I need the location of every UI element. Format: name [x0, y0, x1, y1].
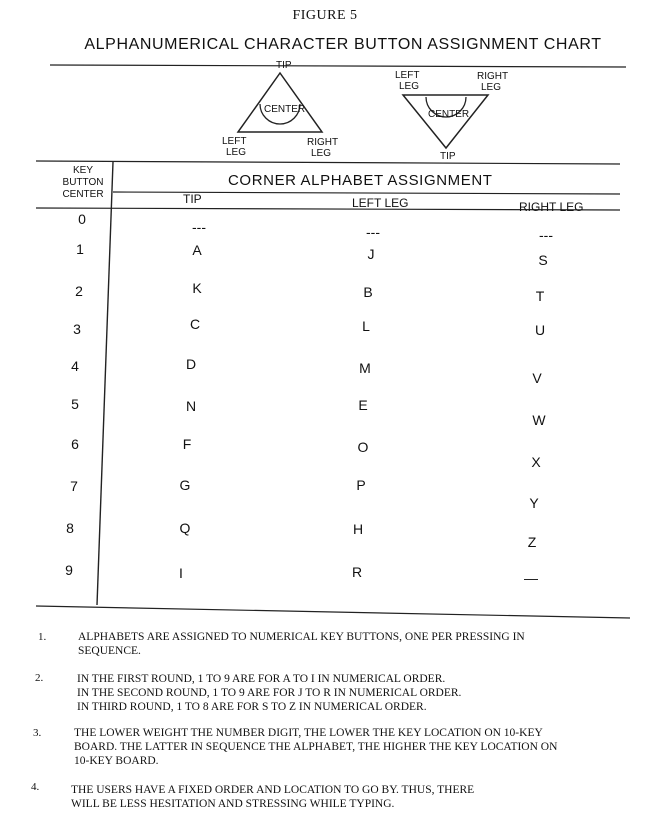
key-cell: 3 [73, 321, 81, 337]
tip-cell: F [182, 436, 192, 452]
note-line: ALPHABETS ARE ASSIGNED TO NUMERICAL KEY BUTTONS, ONE PER PRESSING IN [78, 631, 525, 643]
up-triangle-right-label-line1: RIGHT [307, 137, 339, 148]
key-cell: 1 [76, 241, 84, 257]
left-leg-cell: M [359, 360, 371, 376]
left-leg-cell: B [363, 284, 373, 300]
right-leg-cell: T [535, 288, 545, 304]
right-leg-cell: Y [529, 495, 539, 511]
key-cell: 6 [71, 436, 79, 452]
column-header-left-leg: LEFT LEG [352, 196, 409, 210]
right-leg-cell: V [532, 370, 542, 386]
down-triangle-center-label: CENTER [428, 109, 470, 120]
down-triangle-right-label-line1: RIGHT [477, 71, 509, 82]
key-cell: 4 [71, 358, 79, 374]
note-line: THE USERS HAVE A FIXED ORDER AND LOCATION TO GO BY. THUS, THERE [71, 784, 475, 796]
note-number: 3. [33, 727, 42, 739]
figure-label: FIGURE 5 [292, 8, 358, 23]
note-line: IN THE SECOND ROUND, 1 TO 9 ARE FOR J TO R IN NUMERICAL ORDER. [77, 687, 462, 699]
right-leg-cell: — [524, 570, 538, 586]
left-leg-cell: P [356, 477, 366, 493]
tip-cell: A [192, 242, 202, 258]
note-text [77, 672, 617, 714]
table-bottom-rule [36, 606, 630, 618]
note-text [78, 630, 618, 658]
corner-alphabet-title: CORNER ALPHABET ASSIGNMENT [228, 172, 493, 189]
column-header-right-leg: RIGHT LEG [519, 200, 584, 214]
right-leg-cell: X [531, 454, 541, 470]
right-leg-cell: --- [539, 227, 553, 243]
down-triangle-left-label-line1: LEFT [395, 70, 420, 81]
up-triangle-right-label-line2: LEG [311, 148, 332, 159]
left-leg-cell: R [351, 564, 363, 580]
up-triangle-diagram [222, 60, 338, 159]
table-top-rule [36, 161, 620, 164]
note-text [71, 783, 611, 811]
key-cell: 0 [78, 211, 86, 227]
chart-title: ALPHANUMERICAL CHARACTER BUTTON ASSIGNMENT CHART [84, 36, 602, 53]
note-line: 10-KEY BOARD. [74, 755, 159, 767]
title-rule [50, 65, 626, 67]
right-leg-cell: Z [527, 534, 537, 550]
down-triangle-tip-label: TIP [440, 151, 456, 162]
down-triangle-left-label-line2: LEG [399, 81, 420, 92]
left-leg-cell: J [367, 246, 375, 262]
up-triangle-left-label-line2: LEG [226, 147, 247, 158]
up-triangle-center-label: CENTER [264, 104, 306, 115]
note-line: BOARD. THE LATTER IN SEQUENCE THE ALPHABET, THE HIGHER THE KEY LOCATION ON [74, 741, 558, 753]
left-leg-cell: E [358, 397, 368, 413]
left-leg-cell: --- [366, 224, 380, 240]
right-leg-cell: U [534, 322, 546, 338]
tip-cell: C [189, 316, 201, 332]
key-cell: 9 [65, 562, 73, 578]
tip-cell: --- [192, 219, 206, 235]
up-triangle-tip-label: TIP [276, 60, 292, 71]
column-header-tip: TIP [183, 192, 202, 206]
key-header-line: BUTTON [62, 177, 104, 188]
note-line: THE LOWER WEIGHT THE NUMBER DIGIT, THE LOWER THE KEY LOCATION ON 10-KEY [74, 727, 543, 739]
right-leg-cell: W [532, 412, 546, 428]
key-cell: 2 [75, 283, 83, 299]
up-triangle-left-label-line1: LEFT [222, 136, 247, 147]
key-button-center-header [52, 165, 114, 201]
tip-cell: D [185, 356, 197, 372]
tip-cell: I [179, 565, 183, 581]
note-line: IN THE FIRST ROUND, 1 TO 9 ARE FOR A TO I IN NUMERICAL ORDER. [77, 673, 446, 685]
tip-cell: N [185, 398, 197, 414]
note-line: WILL BE LESS HESITATION AND STRESSING WHILE TYPING. [71, 798, 395, 810]
key-cell: 5 [71, 396, 79, 412]
down-triangle-right-label-line2: LEG [481, 82, 502, 93]
down-triangle-diagram [395, 70, 508, 162]
up-triangle-shape [238, 73, 322, 132]
note-number: 2. [35, 672, 44, 684]
key-cell: 8 [66, 520, 74, 536]
key-cell: 7 [70, 478, 78, 494]
key-column-divider [97, 162, 113, 605]
note-number: 4. [31, 781, 40, 793]
left-leg-cell: L [362, 318, 370, 334]
down-triangle-shape [403, 95, 488, 148]
tip-cell: Q [179, 520, 191, 536]
key-header-line: CENTER [62, 189, 104, 200]
left-leg-cell: O [357, 439, 369, 455]
note-number: 1. [38, 631, 47, 643]
key-header-line: KEY [72, 165, 93, 176]
left-leg-cell: H [352, 521, 364, 537]
tip-cell: G [179, 477, 191, 493]
note-line: SEQUENCE. [78, 645, 141, 657]
tip-cell: K [192, 280, 202, 296]
right-leg-cell: S [538, 252, 548, 268]
note-text [74, 726, 614, 768]
note-line: IN THIRD ROUND, 1 TO 8 ARE FOR S TO Z IN NUMERICAL ORDER. [77, 701, 427, 713]
